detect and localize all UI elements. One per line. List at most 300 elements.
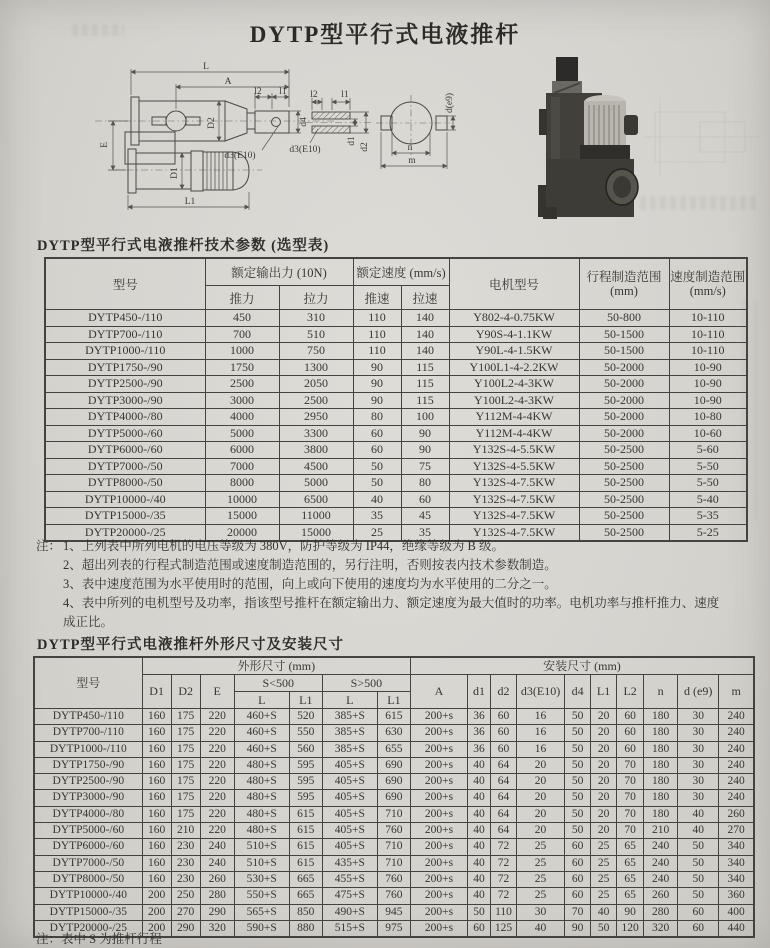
value-cell: 760	[377, 823, 410, 839]
value-cell: Y802-4-0.75KW	[449, 310, 579, 327]
value-cell: 945	[377, 904, 410, 920]
model-cell: DYTP8000-/50	[45, 475, 205, 492]
value-cell: 50-2000	[579, 376, 669, 393]
value-cell: 2950	[279, 409, 353, 426]
value-cell: 220	[200, 790, 234, 806]
value-cell: 270	[171, 904, 200, 920]
value-cell: 160	[142, 725, 171, 741]
table-row	[45, 310, 747, 327]
dim-label-n: n	[407, 143, 413, 153]
value-cell: 50	[565, 757, 591, 773]
value-cell: 72	[491, 871, 517, 887]
table-row	[45, 376, 747, 393]
value-cell: 615	[289, 855, 322, 871]
table-row	[34, 904, 754, 920]
value-cell: 70	[617, 806, 644, 822]
value-cell: 240	[719, 790, 754, 806]
model-cell: DYTP4000-/80	[45, 409, 205, 426]
value-cell: 15000	[205, 508, 279, 525]
value-cell: 50	[468, 904, 491, 920]
bleed-through-artifact	[72, 24, 124, 36]
col-header-E: E	[200, 675, 234, 709]
value-cell: 5-40	[669, 491, 747, 508]
col-header-pull-speed: 拉速	[401, 286, 449, 310]
model-cell: DYTP1750-/90	[45, 359, 205, 376]
note-item-4: 4、表中所列的电机型号及功率，指该型号推杆在额定输出力、额定速度为最大值时的功率。电机功率与推杆推力、速度成正比。	[63, 596, 720, 629]
value-cell: 100	[401, 409, 449, 426]
value-cell: 20	[517, 806, 565, 822]
technical-drawing	[0, 57, 770, 237]
value-cell: 50	[565, 774, 591, 790]
dim-label-d3: d3(E10)	[224, 151, 256, 161]
value-cell: 90	[401, 425, 449, 442]
value-cell: 385+S	[322, 725, 377, 741]
dim-label-L: L	[203, 62, 209, 72]
value-cell: 2050	[279, 376, 353, 393]
value-cell: 10-80	[669, 409, 747, 426]
value-cell: 615	[289, 823, 322, 839]
table-row	[34, 806, 754, 822]
value-cell: 50-2500	[579, 442, 669, 459]
value-cell: 180	[644, 741, 678, 757]
value-cell: 200+s	[410, 790, 467, 806]
value-cell: 200+s	[410, 725, 467, 741]
value-cell: 50-2500	[579, 524, 669, 541]
dim-label-de9: d(e9)	[445, 92, 455, 114]
model-cell: DYTP15000-/35	[34, 904, 142, 920]
speed-range-label: 速度制造范围	[670, 270, 746, 284]
value-cell: 60	[617, 709, 644, 725]
value-cell: 40	[353, 491, 401, 508]
value-cell: 50-2500	[579, 458, 669, 475]
value-cell: 405+S	[322, 790, 377, 806]
value-cell: 80	[401, 475, 449, 492]
value-cell: 50	[565, 806, 591, 822]
value-cell: 30	[678, 741, 719, 757]
stroke-range-unit: (mm)	[610, 284, 638, 298]
value-cell: 200+s	[410, 757, 467, 773]
table-row	[45, 392, 747, 409]
value-cell: 60	[468, 920, 491, 937]
value-cell: 690	[377, 774, 410, 790]
value-cell: 710	[377, 806, 410, 822]
value-cell: 510	[279, 326, 353, 343]
value-cell: 475+S	[322, 888, 377, 904]
value-cell: 50	[353, 475, 401, 492]
value-cell: 65	[617, 855, 644, 871]
value-cell: Y132S-4-5.5KW	[449, 458, 579, 475]
value-cell: 20	[591, 741, 617, 757]
table-row	[34, 725, 754, 741]
value-cell: 480+S	[234, 774, 289, 790]
value-cell: 50	[565, 823, 591, 839]
value-cell: 700	[205, 326, 279, 343]
value-cell: 10-90	[669, 376, 747, 393]
value-cell: 50	[565, 790, 591, 806]
dimension-table	[33, 656, 755, 938]
value-cell: 115	[401, 376, 449, 393]
value-cell: 480+S	[234, 757, 289, 773]
value-cell: 20	[591, 725, 617, 741]
value-cell: 40	[468, 806, 491, 822]
value-cell: 15000	[279, 524, 353, 541]
value-cell: 60	[565, 839, 591, 855]
value-cell: 260	[719, 806, 754, 822]
table-row	[34, 757, 754, 773]
model-cell: DYTP2500-/90	[34, 774, 142, 790]
value-cell: 10-90	[669, 392, 747, 409]
value-cell: 3300	[279, 425, 353, 442]
value-cell: 340	[719, 839, 754, 855]
table-row	[45, 425, 747, 442]
value-cell: Y90L-4-1.5KW	[449, 343, 579, 360]
value-cell: 115	[401, 392, 449, 409]
value-cell: 90	[353, 376, 401, 393]
value-cell: 70	[617, 823, 644, 839]
value-cell: 180	[644, 725, 678, 741]
model-cell: DYTP450-/110	[34, 709, 142, 725]
value-cell: 45	[401, 508, 449, 525]
value-cell: 310	[279, 310, 353, 327]
dimension-table-body	[34, 709, 754, 938]
value-cell: 405+S	[322, 774, 377, 790]
value-cell: 510+S	[234, 855, 289, 871]
value-cell: 340	[719, 855, 754, 871]
table-row	[34, 855, 754, 871]
value-cell: 230	[171, 855, 200, 871]
value-cell: 35	[353, 508, 401, 525]
value-cell: Y112M-4-4KW	[449, 409, 579, 426]
section1-title: DYTP型平行式电液推杆技术参数 (选型表)	[37, 238, 330, 254]
value-cell: 5-25	[669, 524, 747, 541]
model-cell: DYTP700-/110	[45, 326, 205, 343]
value-cell: 20	[591, 757, 617, 773]
value-cell: 750	[279, 343, 353, 360]
model-cell: DYTP20000-/25	[34, 920, 142, 937]
value-cell: 10000	[205, 491, 279, 508]
value-cell: 200+s	[410, 806, 467, 822]
value-cell: 40	[468, 790, 491, 806]
model-cell: DYTP6000-/60	[45, 442, 205, 459]
value-cell: 260	[200, 871, 234, 887]
value-cell: 50	[678, 871, 719, 887]
value-cell: 160	[142, 790, 171, 806]
col-header-D1: D1	[142, 675, 171, 709]
model-cell: DYTP5000-/60	[34, 823, 142, 839]
table-row	[45, 491, 747, 508]
model-cell: DYTP10000-/40	[34, 888, 142, 904]
value-cell: 40	[468, 888, 491, 904]
value-cell: 70	[617, 774, 644, 790]
col-header-L1-lt: L1	[289, 692, 322, 709]
value-cell: 240	[719, 774, 754, 790]
value-cell: 50	[678, 839, 719, 855]
col-group-outline-dims: 外形尺寸 (mm)	[142, 657, 410, 675]
table-row	[45, 409, 747, 426]
value-cell: 110	[491, 904, 517, 920]
col-header-push-force: 推力	[205, 286, 279, 310]
table-row	[34, 709, 754, 725]
value-cell: 25	[591, 855, 617, 871]
value-cell: 180	[644, 757, 678, 773]
value-cell: 90	[401, 442, 449, 459]
value-cell: 615	[289, 806, 322, 822]
value-cell: 60	[353, 425, 401, 442]
value-cell: 480+S	[234, 823, 289, 839]
col-header-d4: d4	[565, 675, 591, 709]
value-cell: Y112M-4-4KW	[449, 425, 579, 442]
value-cell: 630	[377, 725, 410, 741]
value-cell: 595	[289, 790, 322, 806]
value-cell: 36	[468, 709, 491, 725]
value-cell: 30	[678, 709, 719, 725]
value-cell: 160	[142, 774, 171, 790]
value-cell: 65	[617, 839, 644, 855]
value-cell: 175	[171, 741, 200, 757]
value-cell: 270	[719, 823, 754, 839]
value-cell: 30	[517, 904, 565, 920]
value-cell: 590+S	[234, 920, 289, 937]
value-cell: 20	[591, 790, 617, 806]
value-cell: 340	[719, 871, 754, 887]
value-cell: 40	[468, 839, 491, 855]
value-cell: 11000	[279, 508, 353, 525]
col-header-m: m	[719, 675, 754, 709]
value-cell: 60	[617, 741, 644, 757]
value-cell: 50	[565, 709, 591, 725]
value-cell: 710	[377, 855, 410, 871]
value-cell: 20	[517, 774, 565, 790]
model-cell: DYTP10000-/40	[45, 491, 205, 508]
value-cell: 20	[517, 790, 565, 806]
dim-label-d4: d4	[299, 117, 309, 127]
dim-label-l1: l1	[279, 87, 287, 97]
table-row	[45, 343, 747, 360]
product-photo	[538, 57, 760, 219]
value-cell: 2500	[205, 376, 279, 393]
value-cell: 50	[678, 888, 719, 904]
value-cell: 200+s	[410, 888, 467, 904]
value-cell: 25	[591, 888, 617, 904]
value-cell: 16	[517, 725, 565, 741]
value-cell: 16	[517, 709, 565, 725]
table-row	[45, 475, 747, 492]
value-cell: 480+S	[234, 790, 289, 806]
model-cell: DYTP20000-/25	[45, 524, 205, 541]
table-row	[34, 888, 754, 904]
value-cell: 690	[377, 790, 410, 806]
col-header-speed-range	[669, 258, 747, 310]
col-header-d1: d1	[468, 675, 491, 709]
value-cell: Y100L2-4-3KW	[449, 376, 579, 393]
value-cell: 200+s	[410, 709, 467, 725]
col-header-d3E10: d3(E10)	[517, 675, 565, 709]
value-cell: 90	[565, 920, 591, 937]
note-item-3: 3、表中速度范围为水平使用时的范围，向上或向下使用的速度均为水平使用的二分之一。	[63, 577, 557, 591]
value-cell: 655	[377, 741, 410, 757]
speed-range-unit: (mm/s)	[689, 284, 726, 298]
value-cell: 30	[678, 757, 719, 773]
value-cell: 50	[565, 741, 591, 757]
value-cell: 5-60	[669, 442, 747, 459]
value-cell: 65	[617, 888, 644, 904]
value-cell: 690	[377, 757, 410, 773]
value-cell: 25	[517, 855, 565, 871]
col-header-D2: D2	[171, 675, 200, 709]
table-row	[34, 774, 754, 790]
value-cell: 60	[491, 709, 517, 725]
col-group-mount-dims: 安装尺寸 (mm)	[410, 657, 754, 675]
value-cell: 75	[401, 458, 449, 475]
value-cell: 6500	[279, 491, 353, 508]
value-cell: 50-1500	[579, 326, 669, 343]
value-cell: 200+s	[410, 904, 467, 920]
value-cell: 70	[565, 904, 591, 920]
value-cell: 110	[353, 343, 401, 360]
value-cell: Y132S-4-7.5KW	[449, 491, 579, 508]
value-cell: 10-110	[669, 343, 747, 360]
value-cell: 115	[401, 359, 449, 376]
value-cell: 595	[289, 757, 322, 773]
model-cell: DYTP7000-/50	[45, 458, 205, 475]
value-cell: 175	[171, 725, 200, 741]
value-cell: 405+S	[322, 839, 377, 855]
value-cell: 460+S	[234, 725, 289, 741]
value-cell: 60	[353, 442, 401, 459]
col-group-s-gt-500: S>500	[322, 675, 410, 692]
value-cell: 4000	[205, 409, 279, 426]
value-cell: 160	[142, 741, 171, 757]
value-cell: 560	[289, 741, 322, 757]
value-cell: 5-50	[669, 475, 747, 492]
value-cell: 515+S	[322, 920, 377, 937]
value-cell: 160	[142, 757, 171, 773]
value-cell: 140	[401, 326, 449, 343]
value-cell: 20	[517, 823, 565, 839]
value-cell: 160	[142, 709, 171, 725]
value-cell: 50-2000	[579, 409, 669, 426]
value-cell: 460+S	[234, 741, 289, 757]
value-cell: 40	[468, 871, 491, 887]
value-cell: 50-2500	[579, 475, 669, 492]
value-cell: 90	[353, 392, 401, 409]
value-cell: 5000	[205, 425, 279, 442]
value-cell: 25	[517, 871, 565, 887]
value-cell: 20	[591, 774, 617, 790]
value-cell: 850	[289, 904, 322, 920]
value-cell: 210	[644, 823, 678, 839]
value-cell: 1300	[279, 359, 353, 376]
value-cell: 140	[401, 343, 449, 360]
value-cell: 240	[644, 871, 678, 887]
value-cell: 450	[205, 310, 279, 327]
value-cell: 200	[142, 888, 171, 904]
value-cell: 60	[678, 920, 719, 937]
value-cell: 175	[171, 774, 200, 790]
value-cell: 320	[644, 920, 678, 937]
value-cell: 40	[591, 904, 617, 920]
col-group-rated-speed: 额定速度 (mm/s)	[353, 258, 449, 286]
value-cell: 435+S	[322, 855, 377, 871]
side-view-drawing	[95, 62, 335, 210]
value-cell: 40	[517, 920, 565, 937]
value-cell: 90	[353, 359, 401, 376]
stroke-range-label: 行程制造范围	[586, 270, 662, 284]
value-cell: 565+S	[234, 904, 289, 920]
value-cell: 665	[289, 888, 322, 904]
value-cell: 40	[468, 757, 491, 773]
value-cell: 220	[200, 757, 234, 773]
value-cell: 25	[517, 888, 565, 904]
value-cell: 10-90	[669, 359, 747, 376]
value-cell: 30	[678, 774, 719, 790]
table-row	[34, 790, 754, 806]
value-cell: 240	[200, 839, 234, 855]
value-cell: 200+s	[410, 741, 467, 757]
value-cell: 240	[200, 855, 234, 871]
dim-label-l2: l2	[254, 87, 262, 97]
col-header-A: A	[410, 675, 467, 709]
value-cell: 60	[565, 871, 591, 887]
value-cell: 80	[353, 409, 401, 426]
value-cell: 50	[353, 458, 401, 475]
value-cell: 290	[171, 920, 200, 937]
table-row	[45, 442, 747, 459]
value-cell: 20	[591, 823, 617, 839]
value-cell: 64	[491, 774, 517, 790]
table-row	[34, 839, 754, 855]
dim-label-sec-l2: l2	[310, 90, 318, 100]
dimension-table-note: 注：表中 S 为推杆行程	[36, 932, 162, 946]
value-cell: 5-50	[669, 458, 747, 475]
model-cell: DYTP1000-/110	[45, 343, 205, 360]
note-item-2: 2、超出列表的行程式制造范围或速度制造范围的，另行注明，否则按表内技术参数制造。	[63, 558, 557, 572]
value-cell: 760	[377, 888, 410, 904]
value-cell: 65	[617, 871, 644, 887]
value-cell: 36	[468, 741, 491, 757]
value-cell: 4500	[279, 458, 353, 475]
model-cell: DYTP700-/110	[34, 725, 142, 741]
value-cell: 280	[200, 888, 234, 904]
value-cell: 180	[644, 709, 678, 725]
value-cell: 50-2000	[579, 359, 669, 376]
value-cell: 60	[678, 904, 719, 920]
value-cell: 180	[644, 774, 678, 790]
value-cell: 220	[200, 741, 234, 757]
value-cell: 460+S	[234, 709, 289, 725]
value-cell: 72	[491, 855, 517, 871]
value-cell: 20	[517, 757, 565, 773]
value-cell: 50-2000	[579, 392, 669, 409]
notes-block	[36, 537, 720, 632]
value-cell: 64	[491, 757, 517, 773]
value-cell: 250	[171, 888, 200, 904]
value-cell: 60	[617, 725, 644, 741]
value-cell: 405+S	[322, 806, 377, 822]
col-header-L-gt: L	[322, 692, 377, 709]
value-cell: 10-110	[669, 310, 747, 327]
value-cell: 60	[491, 725, 517, 741]
value-cell: 110	[353, 310, 401, 327]
col-header-model: 型号	[34, 657, 142, 709]
value-cell: 880	[289, 920, 322, 937]
value-cell: 180	[644, 790, 678, 806]
value-cell: 240	[719, 725, 754, 741]
value-cell: 440	[719, 920, 754, 937]
value-cell: 220	[200, 774, 234, 790]
model-cell: DYTP3000-/90	[45, 392, 205, 409]
value-cell: 1000	[205, 343, 279, 360]
